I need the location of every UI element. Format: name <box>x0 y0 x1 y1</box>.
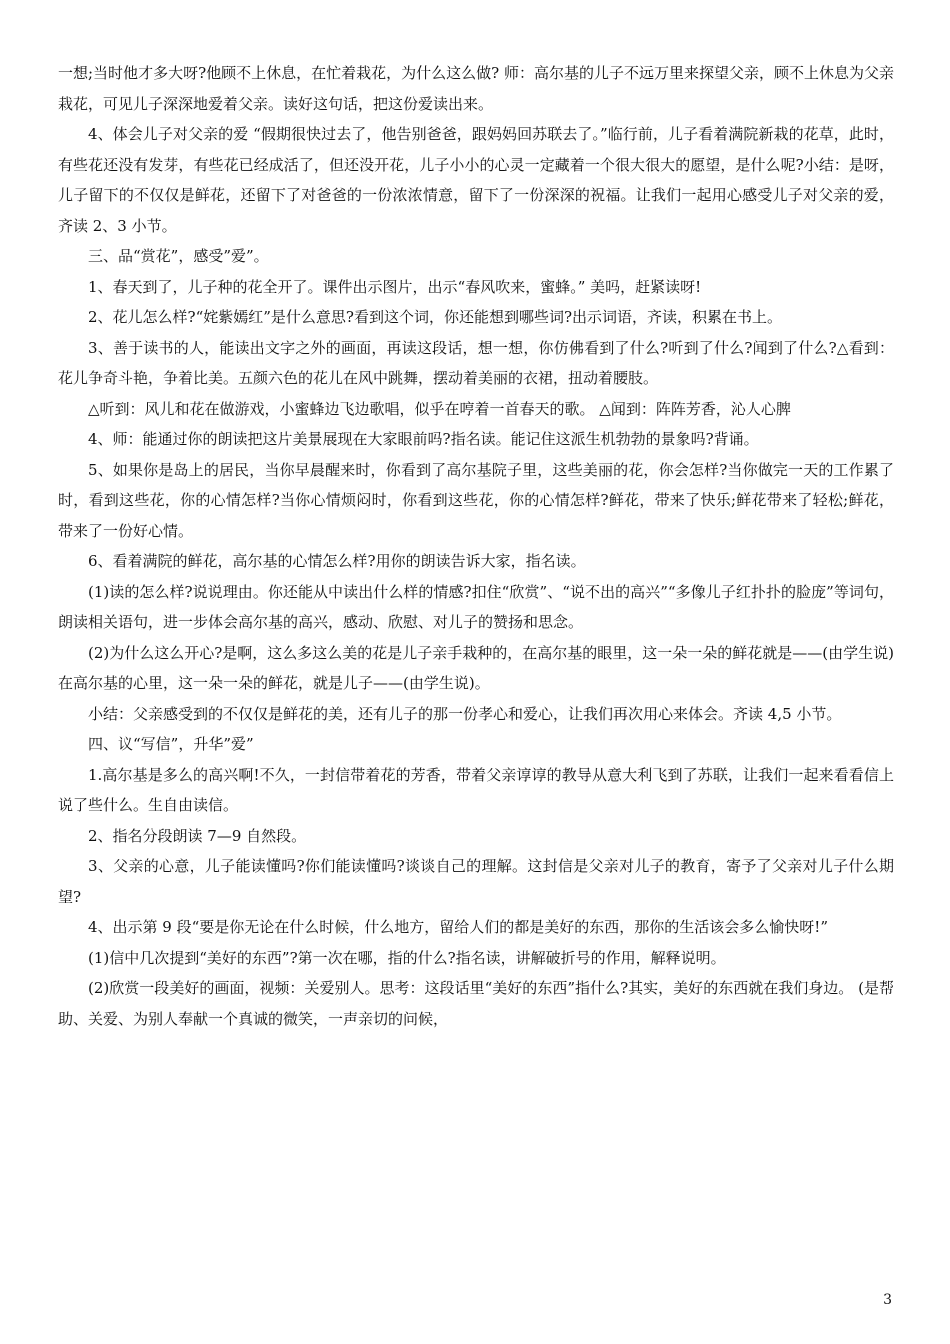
paragraph: 小结：父亲感受到的不仅仅是鲜花的美，还有儿子的那一份孝心和爱心，让我们再次用心来体会。齐读 4,5 小节。 <box>88 704 842 723</box>
paragraph: 4、出示第 9 段“要是你无论在什么时候，什么地方，留给人们的都是美好的东西，那你的生活该会多么愉快呀!” <box>88 918 828 936</box>
paragraph: (2)为什么这么开心?是啊，这么多这么美的花是儿子亲手栽种的，在高尔基的眼里，这一朵一朵的鲜花就是——(由学生说)在高尔基的心里，这一朵一朵的鲜花，就是儿子——(由学生说)。 <box>58 643 894 692</box>
paragraph: △听到：风儿和花在做游戏，小蜜蜂边飞边歌唱，似乎在哼着一首春天的歌。 △闻到：阵阵芳香，沁人心脾 <box>88 399 791 418</box>
paragraph: 2、指名分段朗读 7—9 自然段。 <box>88 826 307 845</box>
paragraph: (1)信中几次提到“美好的东西”?第一次在哪，指的什么?指名读，讲解破折号的作用，解释说明。 <box>88 948 726 967</box>
section-heading: 三、品“赏花”，感受”爱”。 <box>88 247 269 265</box>
section-heading: 四、议“写信”，升华”爱” <box>88 735 254 753</box>
paragraph: 6、看着满院的鲜花，高尔基的心情怎么样?用你的朗读告诉大家，指名读。 <box>88 552 586 570</box>
paragraph: 3、父亲的心意，儿子能读懂吗?你们能读懂吗?谈谈自己的理解。这封信是父亲对儿子的教育，寄予了父亲对儿子什么期望? <box>58 857 894 906</box>
paragraph: 1.高尔基是多么的高兴啊!不久，一封信带着花的芳香，带着父亲谆谆的教导从意大利飞到了苏联，让我们一起来看看信上说了些什么。生自由读信。 <box>58 765 894 814</box>
paragraph: 1、春天到了，儿子种的花全开了。课件出示图片，出示“春风吹来，蜜蜂。” 美吗，赶紧读呀! <box>88 277 702 296</box>
paragraph: 一想;当时他才多大呀?他顾不上休息，在忙着栽花，为什么这么做? 师：高尔基的儿子不远万里来探望父亲，顾不上休息为父亲栽花，可见儿子深深地爱着父亲。读好这句话，把这份爱读出来。 <box>58 64 894 113</box>
paragraph: 2、花儿怎么样?“姹紫嫣红”是什么意思?看到这个词，你还能想到哪些词?出示词语，齐读，积累在书上。 <box>88 308 783 326</box>
paragraph: (1)读的怎么样?说说理由。你还能从中读出什么样的情感?扣住“欣赏”、“说不出的高兴”“多像儿子红扑扑的脸庞”等词句，朗读相关语句，进一步体会高尔基的高兴，感动、欣慰、对儿子的赞扬和思念。 <box>58 582 894 631</box>
paragraph: 4、体会儿子对父亲的爱 “假期很快过去了，他告别爸爸，跟妈妈回苏联去了。”临行前，儿子看着满院新栽的花草，此时，有些花还没有发芽，有些花已经成活了，但还没开花，儿子小小的心灵一定藏着一个很大很大的愿望，是什么呢?小结：是呀，儿子留下的不仅仅是鲜花，还留下了对爸爸的一份浓浓情意，留下了一份深深的祝福。让我们一起用心感受儿子对父亲的爱，齐读 2、3 小节。 <box>58 125 894 235</box>
paragraph: 4、师：能通过你的朗读把这片美景展现在大家眼前吗?指名读。能记住这派生机勃勃的景象吗?背诵。 <box>88 430 759 448</box>
page-number: 3 <box>883 1292 892 1308</box>
paragraph: 3、善于读书的人，能读出文字之外的画面，再读这段话，想一想，你仿佛看到了什么?听到了什么?闻到了什么?△看到：花儿争奇斗艳，争着比美。五颜六色的花儿在风中跳舞，摆动着美丽的衣裙，扭动着腰肢。 <box>58 338 894 387</box>
paragraph: 5、如果你是岛上的居民，当你早晨醒来时，你看到了高尔基院子里，这些美丽的花，你会怎样?当你做完一天的工作累了时，看到这些花，你的心情怎样?当你心情烦闷时，你看到这些花，你的心情怎样?鲜花，带来了快乐;鲜花带来了轻松;鲜花，带来了一份好心情。 <box>58 460 894 540</box>
document-body <box>58 58 894 1034</box>
paragraph: (2)欣赏一段美好的画面，视频：关爱别人。思考：这段话里“美好的东西”指什么?其实，美好的东西就在我们身边。 (是帮助、关爱、为别人奉献一个真诚的微笑，一声亲切的问候， <box>58 979 894 1028</box>
